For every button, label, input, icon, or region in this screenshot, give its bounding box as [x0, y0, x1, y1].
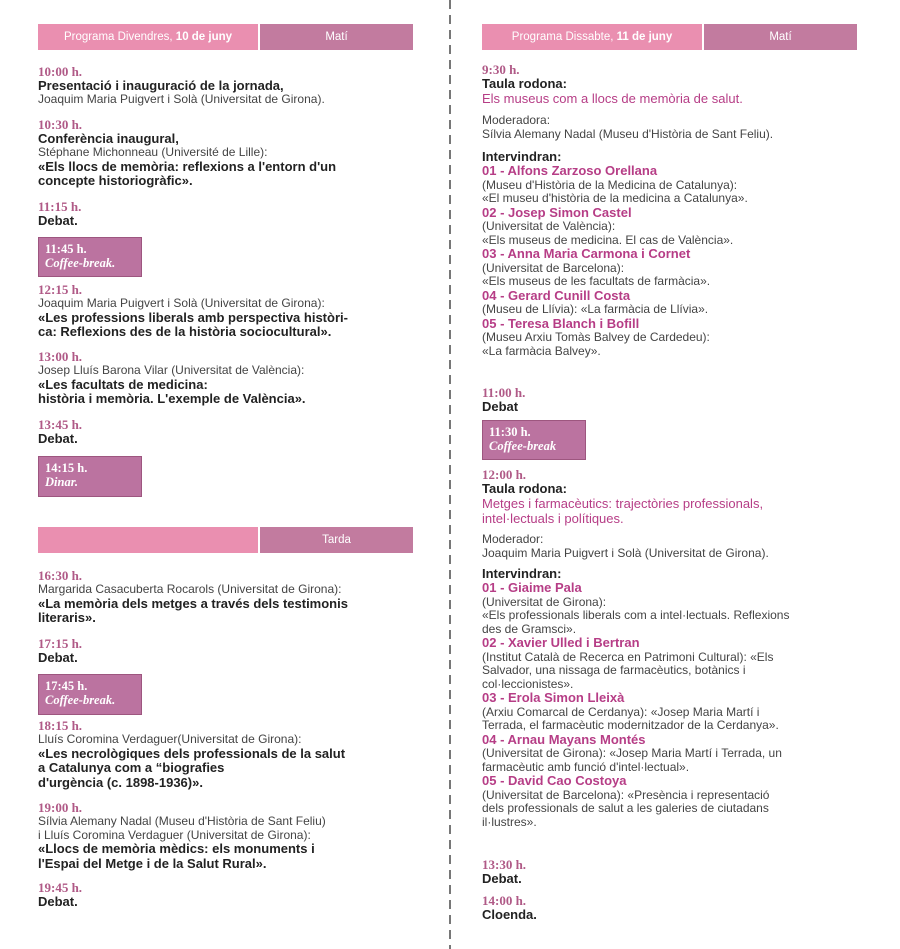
coffee-break-box: 17:45 h. Coffee-break. — [38, 674, 142, 715]
speakers-list-2: Intervindran: 01 - Giaime Pala (Universitat de Girona): «Els professionals liberals com a intel·lectuals. Reflexions des de Gramsci». 02 - Xavier Ulled i Bertran (Institut Català de Recerca en Patrimoni Cultural): «Els Salvador, una nissaga de farmacèutics, botànics i col·leccionistes». 03 - Erola Simon Lleixà (Arxiu Comarcal de Cerdanya): «Josep Maria Martí i Terrada, el farmacèutic modernitzador de la Cerdanya». 04 - Arnau Mayans Montés (Universitat de Girona): «Josep Maria Martí i Terrada, un farmacèutic amb funció d'intel·lectual». 05 - David Cao Costoya (Universitat de Barcelona): «Presència i representació dels professionals de salut a les galeries de ciutadans il·lustres». — [482, 567, 872, 829]
coffee-break-box: 11:30 h. Coffee-break — [482, 420, 586, 460]
list-item: 04 - Arnau Mayans Montés (Universitat de Girona): «Josep Maria Martí i Terrada, un farmacèutic amb funció d'intel·lectual». — [482, 731, 782, 774]
list-item: 01 - Giaime Pala (Universitat de Girona): «Els professionals liberals com a intel·lectuals. Reflexions des de Gramsci». — [482, 580, 790, 636]
session-1115: 11:15 h. Debat. — [38, 199, 82, 228]
session-1330: 13:30 h. Debat. — [482, 857, 527, 886]
session-1000: 10:00 h. Presentació i inauguració de la jornada, Joaquim Maria Puigvert i Solà (Universitat de Girona). — [38, 64, 325, 106]
session-1345: 13:45 h. Debat. — [38, 417, 83, 446]
list-item: 05 - Teresa Blanch i Bofill (Museu Arxiu Tomàs Balvey de Cardedeu): «La farmàcia Balvey». — [482, 315, 710, 358]
session-1215: 12:15 h. Joaquim Maria Puigvert i Solà (Universitat de Girona): «Les professions liberals amb perspectiva històri- ca: Reflexions des de la història sociocultural». — [38, 282, 348, 339]
lunch-box: 14:15 h. Dinar. — [38, 456, 142, 497]
list-item: 02 - Xavier Ulled i Bertran (Institut Català de Recerca en Patrimoni Cultural): «Els Salvador, una nissaga de farmacèutics, botànics i col·leccionistes». — [482, 635, 774, 691]
list-item: 04 - Gerard Cunill Costa (Museu de Llívia): «La farmàcia de Llívia». — [482, 287, 709, 316]
session-1815: 18:15 h. Lluís Coromina Verdaguer(Universitat de Girona): «Les necrològiques dels professionals de la salut a Catalunya com a “biografies d'urgència (c. 1898-1936)». — [38, 718, 346, 790]
friday-morning-label: Matí — [260, 24, 413, 50]
list-item: 03 - Erola Simon Lleixà (Arxiu Comarcal de Cerdanya): «Josep Maria Martí i Terrada, el farmacèutic modernitzador de la Cerdanya». — [482, 690, 779, 732]
column-divider — [449, 0, 451, 949]
session-1945: 19:45 h. Debat. — [38, 880, 83, 909]
speakers-list-1: Intervindran: 01 - Alfons Zarzoso Orellana (Museu d'Història de la Medicina de Catalunya): «El museu d'història de la medicina a Catalunya». 02 - Josep Simon Castel (Universitat de València): «Els museus de medicina. El cas de València». 03 - Anna Maria Carmona i Cornet (Universitat de Barcelona): «Els museus de les facultats de farmàcia». 04 - Gerard Cunill Costa (Museu de Llívia): «La farmàcia de Llívia». 05 - Teresa Blanch i Bofill (Museu Arxiu Tomàs Balvey de Cardedeu): «La farmàcia Balvey». — [482, 150, 872, 358]
afternoon-band-blank — [38, 527, 258, 553]
session-1100: 11:00 h. Debat — [482, 385, 526, 414]
list-item: 03 - Anna Maria Carmona i Cornet (Universitat de Barcelona): «Els museus de les facultats de farmàcia». — [482, 246, 711, 288]
friday-morning-band — [38, 24, 413, 50]
saturday-program-heading: Programa Dissabte, 11 de juny — [482, 24, 702, 50]
list-item: 01 - Alfons Zarzoso Orellana (Museu d'Història de la Medicina de Catalunya): «El museu d'història de la medicina a Catalunya». — [482, 163, 748, 205]
session-1300: 13:00 h. Josep Lluís Barona Vilar (Universitat de València): «Les facultats de medicina: història i memòria. L'exemple de València». — [38, 349, 306, 406]
list-item: 05 - David Cao Costoya (Universitat de Barcelona): «Presència i representació dels professionals de salut a les galeries de ciutadans il·lustres». — [482, 773, 770, 829]
session-0930: 9:30 h. Taula rodona: Els museus com a llocs de memòria de salut. Moderadora: Sílvia Alemany Nadal (Museu d'Història de Sant Feliu). — [482, 62, 774, 141]
session-1030: 10:30 h. Conferència inaugural, Stéphane Michonneau (Université de Lille): «Els llocs de memòria: reflexions a l'entorn d'un concepte historiogràfic». — [38, 117, 337, 188]
friday-program-heading: Programa Divendres, 10 de juny — [38, 24, 258, 50]
session-1900: 19:00 h. Sílvia Alemany Nadal (Museu d'Història de Sant Feliu) i Lluís Coromina Verdaguer (Universitat de Girona): «Llocs de memòria mèdics: els monuments i l'Espai del Metge i de la Salut Rural». — [38, 800, 326, 871]
saturday-morning-label: Matí — [704, 24, 857, 50]
saturday-morning-band — [482, 24, 857, 50]
session-1630: 16:30 h. Margarida Casacuberta Rocarols (Universitat de Girona): «La memòria dels metges a través dels testimonis literaris». — [38, 568, 348, 625]
session-1715: 17:15 h. Debat. — [38, 636, 83, 665]
session-1200: 12:00 h. Taula rodona: Metges i farmacèutics: trajectòries professionals, intel·lectuals i polítiques. Moderador: Joaquim Maria Puigvert i Solà (Universitat de Girona). — [482, 467, 769, 560]
friday-afternoon-label: Tarda — [260, 527, 413, 553]
coffee-break-box: 11:45 h. Coffee-break. — [38, 237, 142, 277]
list-item: 02 - Josep Simon Castel (Universitat de València): «Els museus de medicina. El cas de València». — [482, 204, 734, 247]
friday-afternoon-band — [38, 527, 413, 553]
session-1400: 14:00 h. Cloenda. — [482, 893, 537, 922]
